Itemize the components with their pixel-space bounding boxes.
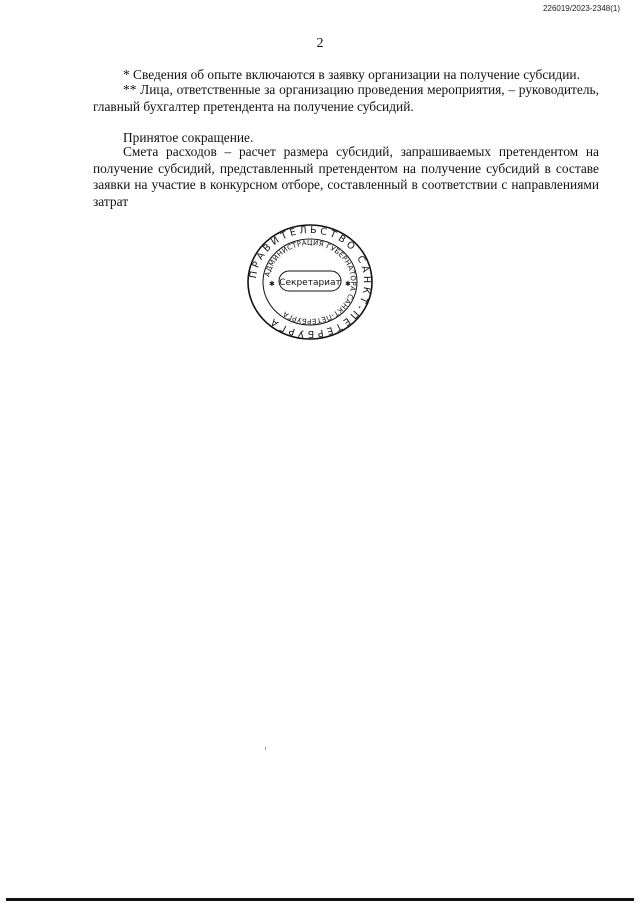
page-bottom-rule [6, 898, 634, 901]
seal-outer-text: ПРАВИТЕЛЬСТВО САНКТ-ПЕТЕРБУРГА [247, 224, 373, 340]
abbreviation-cost-estimate: Смета расходов – расчет размера субсидий, запрашиваемых претендентом на получение субсидий, представленный претендентом на получение субсидий в составе заявки на участие в конкурсном отборе, составленный в соответствии с направлениями затрат [93, 144, 599, 209]
official-seal-stamp [245, 222, 375, 342]
footnote-experience: * Сведения об опыте включаются в заявку организации на получение субсидии. [123, 67, 580, 82]
page-number: 2 [316, 36, 324, 51]
seal-star-icon: ✱ [345, 280, 351, 288]
seal-center-text: Секретариат [279, 278, 341, 288]
seal-star-icon: ✱ [269, 280, 275, 288]
document-registration-number: 226019/2023-2348(1) [543, 4, 620, 13]
scan-artifact [265, 747, 266, 750]
abbreviations-heading: Принятое сокращение. [123, 130, 254, 145]
footnote-responsible-persons: ** Лица, ответственные за организацию проведения мероприятия, – руководитель, главный бухгалтер претендента на получение субсидий. [93, 82, 599, 114]
seal-inner-text: АДМИНИСТРАЦИЯ ГУБЕРНАТОРА САНКТ-ПЕТЕРБУРГА [263, 238, 358, 326]
